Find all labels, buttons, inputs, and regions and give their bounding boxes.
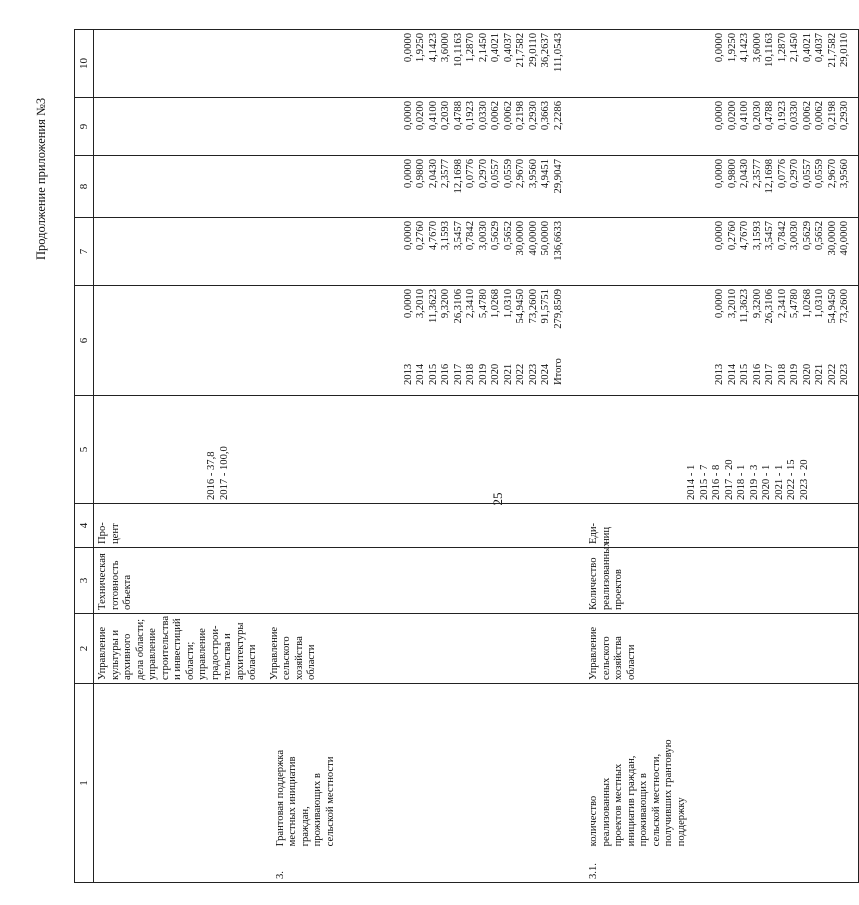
year-label: 2015 — [739, 363, 750, 385]
cell-line: сельской местности — [324, 756, 336, 847]
header-cell: 8 — [75, 156, 94, 218]
cell-line: 0,0062 — [814, 101, 825, 131]
cell-line: 0,1923 — [776, 101, 788, 131]
year-label: 2016 — [751, 363, 763, 385]
year-label: 2017 — [452, 363, 464, 385]
amount-value: 3,2010 — [726, 289, 738, 319]
amount-value: 9,3200 — [751, 289, 763, 319]
year-label: 2023 — [839, 363, 850, 385]
cell-line: 0,0200 — [726, 101, 738, 131]
cell-line: Количество — [588, 557, 599, 610]
cell-indicator — [94, 548, 261, 614]
cell-line: Еди- — [588, 522, 599, 544]
cell-line: градострои- — [209, 625, 221, 680]
year-line — [403, 289, 416, 385]
cell-line: 0,4037 — [502, 33, 514, 63]
cell-line: 0,5652 — [502, 221, 514, 251]
header-cell: 9 — [75, 98, 94, 156]
cell-line: 36,2637 — [540, 33, 551, 68]
cell-c8 — [261, 156, 567, 218]
cell-line: 0,5652 — [814, 221, 825, 251]
amount-value: 73,2600 — [839, 289, 850, 324]
cell-line: 10,1163 — [452, 33, 464, 68]
amount-value: 2,3410 — [465, 289, 476, 319]
cell-line: Управление — [97, 626, 108, 680]
cell-line: 3,6000 — [751, 33, 763, 63]
cell-line: 3,1593 — [440, 221, 451, 251]
amount-value: 26,3106 — [764, 289, 775, 324]
cell-line: реализованных — [600, 541, 612, 610]
amount-value: 1,0310 — [814, 289, 825, 319]
year-label: 2024 — [540, 363, 551, 385]
cell-line: 3,0030 — [789, 221, 800, 251]
row-title — [275, 750, 338, 846]
year-label: 2020 — [801, 363, 813, 385]
year-label: 2014 — [415, 363, 426, 385]
cell-line: 3,5457 — [452, 221, 464, 251]
cell-line: количество — [588, 795, 599, 847]
cell-c7 — [94, 218, 261, 286]
cell-line: 0,0330 — [789, 101, 800, 131]
cell-line: 0,4788 — [764, 101, 775, 131]
cell-line: 0,0000 — [402, 101, 414, 131]
year-line — [814, 289, 827, 385]
cell-line: 0,3663 — [540, 101, 551, 131]
row-title — [588, 740, 688, 847]
year-line — [415, 289, 428, 385]
year-line — [553, 289, 566, 385]
amount-value: 26,3106 — [452, 289, 464, 324]
cell-line: инициатив граждан, — [625, 755, 637, 847]
cell-line: 0,4021 — [801, 33, 813, 63]
cell-line: 30,0000 — [515, 221, 526, 256]
cell-line: 0,4021 — [490, 33, 501, 63]
cell-line: области — [306, 644, 317, 680]
cell-line: проектов — [613, 569, 624, 610]
cell-line: 0,4100 — [427, 101, 439, 131]
cell-line: 0,0000 — [714, 33, 725, 63]
cell-line: 2,0430 — [739, 159, 750, 189]
year-label: 2020 — [490, 363, 501, 385]
cell-line: 4,7670 — [427, 221, 439, 251]
cell-line: 2017 - 100,0 — [218, 446, 230, 500]
year-label: 2022 — [515, 363, 526, 385]
amount-value: 9,3200 — [440, 289, 451, 319]
header-cell: 10 — [75, 30, 94, 98]
cell-line: местных инициатив — [287, 756, 298, 847]
cell-line: 2,3577 — [440, 159, 451, 189]
cell-line: 0,5629 — [801, 221, 813, 251]
year-label: 2019 — [477, 363, 489, 385]
cell-line: области; — [184, 641, 196, 680]
cell-line: сельского — [600, 636, 612, 680]
cell-line: 40,0000 — [839, 221, 850, 256]
year-label: 2023 — [527, 363, 539, 385]
cell-name — [566, 684, 858, 883]
cell-years — [94, 286, 261, 396]
cell-line: 2015 - 7 — [698, 464, 710, 500]
cell-line: сельской местности, — [650, 753, 662, 847]
cell-line: 12,1698 — [764, 159, 775, 194]
cell-line: 111,0543 — [552, 33, 564, 72]
year-label: 2013 — [402, 363, 414, 385]
cell-line: строительства — [159, 615, 171, 680]
header-cell: 3 — [75, 548, 94, 614]
year-line — [714, 289, 727, 385]
cell-line: 21,7582 — [826, 33, 838, 68]
cell-line: 4,1423 — [739, 33, 750, 63]
cell-c9 — [94, 98, 261, 156]
cell-line: 2,0430 — [427, 159, 439, 189]
cell-line: 0,0559 — [814, 159, 825, 189]
cell-line: 2,1450 — [477, 33, 489, 63]
cell-line: 0,0776 — [465, 159, 476, 189]
cell-target-values — [261, 396, 567, 504]
header-cell: 6 — [75, 286, 94, 396]
table-row — [261, 30, 567, 883]
amount-value: 5,4780 — [477, 289, 489, 319]
cell-line: 0,0062 — [801, 101, 813, 131]
cell-line: 0,0776 — [776, 159, 788, 189]
year-line — [839, 289, 852, 385]
cell-line: 0,4037 — [814, 33, 825, 63]
cell-line: 2,9670 — [826, 159, 838, 189]
cell-line: 4,1423 — [427, 33, 439, 63]
cell-line: Грантовая поддержка — [274, 749, 286, 847]
cell-line: проживающих в — [638, 773, 649, 847]
cell-line: и инвестиций — [172, 618, 183, 680]
cell-c10 — [261, 30, 567, 98]
header-cell: 2 — [75, 614, 94, 684]
year-line — [465, 289, 478, 385]
row-number: 3. — [274, 871, 286, 879]
cell-line: 2020 - 1 — [761, 464, 772, 500]
amount-value: 5,4780 — [789, 289, 800, 319]
cell-c10 — [94, 30, 261, 98]
year-line — [528, 289, 541, 385]
year-label: 2015 — [427, 363, 439, 385]
cell-line: 1,9250 — [415, 33, 426, 63]
cell-line: 29,0110 — [527, 33, 539, 68]
cell-target-values — [94, 396, 261, 504]
year-label: 2018 — [776, 363, 788, 385]
year-line — [802, 289, 815, 385]
cell-line: 2023 - 20 — [798, 459, 810, 500]
cell-line: 3,1593 — [751, 221, 763, 251]
cell-line: Про- — [97, 522, 108, 544]
cell-line: 1,2870 — [465, 33, 476, 63]
cell-line: культуры и — [109, 629, 121, 680]
cell-line: 1,2870 — [776, 33, 788, 63]
cell-line: 3,0030 — [477, 221, 489, 251]
cell-line: проектов местных — [613, 763, 624, 847]
cell-line: 0,2930 — [839, 101, 850, 131]
cell-line: 0,2198 — [826, 101, 838, 131]
cell-line: 136,6633 — [552, 221, 564, 261]
year-label: 2019 — [789, 363, 800, 385]
cell-line: дела области; — [134, 618, 146, 680]
amount-value: 1,0268 — [490, 289, 501, 319]
cell-line: 0,0557 — [801, 159, 813, 189]
cell-line: тельства и — [222, 633, 233, 680]
cell-line: 0,0000 — [402, 159, 414, 189]
cell-line: 2014 - 1 — [686, 464, 697, 500]
cell-unit — [94, 504, 261, 548]
cell-c7 — [261, 218, 567, 286]
year-label: 2016 — [440, 363, 451, 385]
cell-line: 0,0557 — [490, 159, 501, 189]
cell-line: 1,9250 — [726, 33, 738, 63]
year-line — [478, 289, 491, 385]
year-label: 2022 — [826, 363, 838, 385]
cell-line: 0,9800 — [415, 159, 426, 189]
cell-line: 0,2030 — [440, 101, 451, 131]
cell-line: реализованных — [600, 777, 612, 847]
year-label: 2014 — [726, 363, 738, 385]
table-row — [94, 30, 261, 883]
amount-value: 279,8509 — [552, 289, 564, 329]
header-cell: 7 — [75, 218, 94, 286]
row-number: 3.1. — [588, 863, 599, 879]
cell-line: 12,1698 — [452, 159, 464, 194]
cell-line: 3,6000 — [440, 33, 451, 63]
year-line — [453, 289, 466, 385]
cell-line: архитектуры — [234, 622, 246, 680]
cell-line: 50,0000 — [540, 221, 551, 256]
year-line — [727, 289, 740, 385]
year-line — [515, 289, 528, 385]
amount-value: 3,2010 — [415, 289, 426, 319]
cell-line: 0,9800 — [726, 159, 738, 189]
cell-line: 0,2970 — [477, 159, 489, 189]
cell-executor — [94, 614, 261, 684]
cell-target-values — [566, 396, 858, 504]
cell-line: граждан, — [299, 806, 311, 847]
cell-line: Управление — [268, 626, 280, 680]
cell-indicator — [261, 548, 567, 614]
year-line — [827, 289, 840, 385]
cell-line: 0,2930 — [527, 101, 539, 131]
cell-line: 0,0559 — [502, 159, 514, 189]
cell-line: 10,1163 — [764, 33, 775, 68]
cell-c9 — [261, 98, 567, 156]
cell-line: 0,0062 — [490, 101, 501, 131]
header-cell: 4 — [75, 504, 94, 548]
cell-line: 3,9560 — [839, 159, 850, 189]
cell-line: 0,5629 — [490, 221, 501, 251]
year-line — [789, 289, 802, 385]
cell-line: хозяйства — [613, 636, 624, 680]
cell-c8 — [566, 156, 858, 218]
cell-line: 30,0000 — [826, 221, 838, 256]
cell-line: объекта — [122, 574, 133, 610]
year-line — [752, 289, 765, 385]
cell-line: 4,9451 — [540, 159, 551, 189]
header-cell: 5 — [75, 396, 94, 504]
cell-line: 4,7670 — [739, 221, 750, 251]
cell-line: Техническая — [97, 553, 108, 610]
year-line — [440, 289, 453, 385]
amount-value: 0,0000 — [402, 289, 414, 319]
cell-line: хозяйства — [293, 636, 305, 680]
appendix-note: Продолжение приложения №3 — [34, 97, 48, 260]
cell-line: 3,9560 — [527, 159, 539, 189]
cell-years-amounts — [566, 286, 858, 396]
cell-line: 0,7842 — [776, 221, 788, 251]
year-line — [739, 289, 752, 385]
cell-line: 2016 - 8 — [711, 464, 722, 500]
cell-c9 — [566, 98, 858, 156]
year-line — [428, 289, 441, 385]
cell-line: управление — [197, 628, 208, 680]
cell-line: 2017 - 20 — [723, 459, 735, 500]
cell-line: проживающих в — [312, 773, 323, 847]
cell-years-amounts — [261, 286, 567, 396]
amount-value: 11,3623 — [739, 289, 750, 324]
cell-line: 2019 - 3 — [748, 464, 760, 500]
year-label: Итого — [552, 358, 564, 385]
header-cell: 1 — [75, 684, 94, 883]
cell-line: ниц — [600, 526, 612, 544]
cell-name — [261, 684, 567, 883]
cell-line: области — [625, 644, 637, 680]
year-label: 2021 — [502, 363, 514, 385]
year-line — [503, 289, 516, 385]
cell-line: 3,5457 — [764, 221, 775, 251]
cell-line: 0,0000 — [714, 159, 725, 189]
cell-line: поддержку — [675, 797, 687, 847]
cell-line: 0,0062 — [502, 101, 514, 131]
year-line — [764, 289, 777, 385]
cell-line: архивного — [122, 633, 133, 680]
cell-line: 2,1450 — [789, 33, 800, 63]
amount-value: 54,9450 — [515, 289, 526, 324]
cell-line: 0,2760 — [726, 221, 738, 251]
cell-line: 0,2198 — [515, 101, 526, 131]
program-table — [74, 29, 859, 883]
table-row — [566, 30, 858, 883]
cell-line: управление — [147, 628, 158, 680]
amount-value: 91,5751 — [540, 289, 551, 324]
year-line — [777, 289, 790, 385]
cell-c7 — [566, 218, 858, 286]
cell-line: 0,1923 — [465, 101, 476, 131]
cell-executor — [566, 614, 858, 684]
cell-line: 2016 - 37,8 — [206, 451, 217, 500]
cell-line: 0,7842 — [465, 221, 476, 251]
amount-value: 1,0268 — [801, 289, 813, 319]
year-label: 2018 — [465, 363, 476, 385]
cell-indicator — [566, 541, 858, 614]
cell-line: 2,2286 — [552, 101, 564, 131]
cell-c8 — [94, 156, 261, 218]
cell-line: 0,0000 — [714, 101, 725, 131]
amount-value: 54,9450 — [826, 289, 838, 324]
cell-line: Управление — [588, 626, 599, 680]
amount-value: 0,0000 — [714, 289, 725, 319]
cell-line: 0,4788 — [452, 101, 464, 131]
cell-unit — [261, 504, 567, 548]
amount-value: 2,3410 — [776, 289, 788, 319]
amount-value: 73,2600 — [527, 289, 539, 324]
cell-line: 2022 - 15 — [786, 459, 797, 500]
cell-line: 0,0000 — [402, 33, 414, 63]
cell-line: цент — [109, 523, 121, 544]
cell-line: 40,0000 — [527, 221, 539, 256]
cell-line: 0,0000 — [714, 221, 725, 251]
cell-line: 0,4100 — [739, 101, 750, 131]
year-label: 2021 — [814, 363, 825, 385]
cell-line: 2021 - 1 — [773, 464, 785, 500]
cell-line: 0,0200 — [415, 101, 426, 131]
year-line — [490, 289, 503, 385]
page-number: 25 — [490, 492, 505, 506]
year-label: 2013 — [714, 363, 725, 385]
cell-executor — [261, 614, 567, 684]
cell-line: 29,9047 — [552, 159, 564, 194]
cell-c10 — [566, 30, 858, 98]
cell-line: области — [247, 644, 258, 680]
cell-line: 21,7582 — [515, 33, 526, 68]
cell-line: 0,2760 — [415, 221, 426, 251]
cell-line: 0,0000 — [402, 221, 414, 251]
cell-line: 2,9670 — [515, 159, 526, 189]
cell-line: получивших грантовую — [663, 739, 674, 847]
cell-line: сельского — [281, 636, 292, 680]
year-label: 2017 — [764, 363, 775, 385]
cell-line: 29,0110 — [839, 33, 850, 68]
header-row — [75, 30, 94, 883]
amount-value: 11,3623 — [427, 289, 439, 324]
cell-name — [94, 684, 261, 883]
cell-unit — [566, 504, 858, 548]
cell-line: 0,2030 — [751, 101, 763, 131]
cell-line: 0,0330 — [477, 101, 489, 131]
cell-line: 2018 - 1 — [736, 464, 747, 500]
cell-line: 2,3577 — [751, 159, 763, 189]
cell-line: готовность — [109, 560, 121, 610]
year-line — [540, 289, 553, 385]
amount-value: 1,0310 — [502, 289, 514, 319]
cell-line: 0,2970 — [789, 159, 800, 189]
